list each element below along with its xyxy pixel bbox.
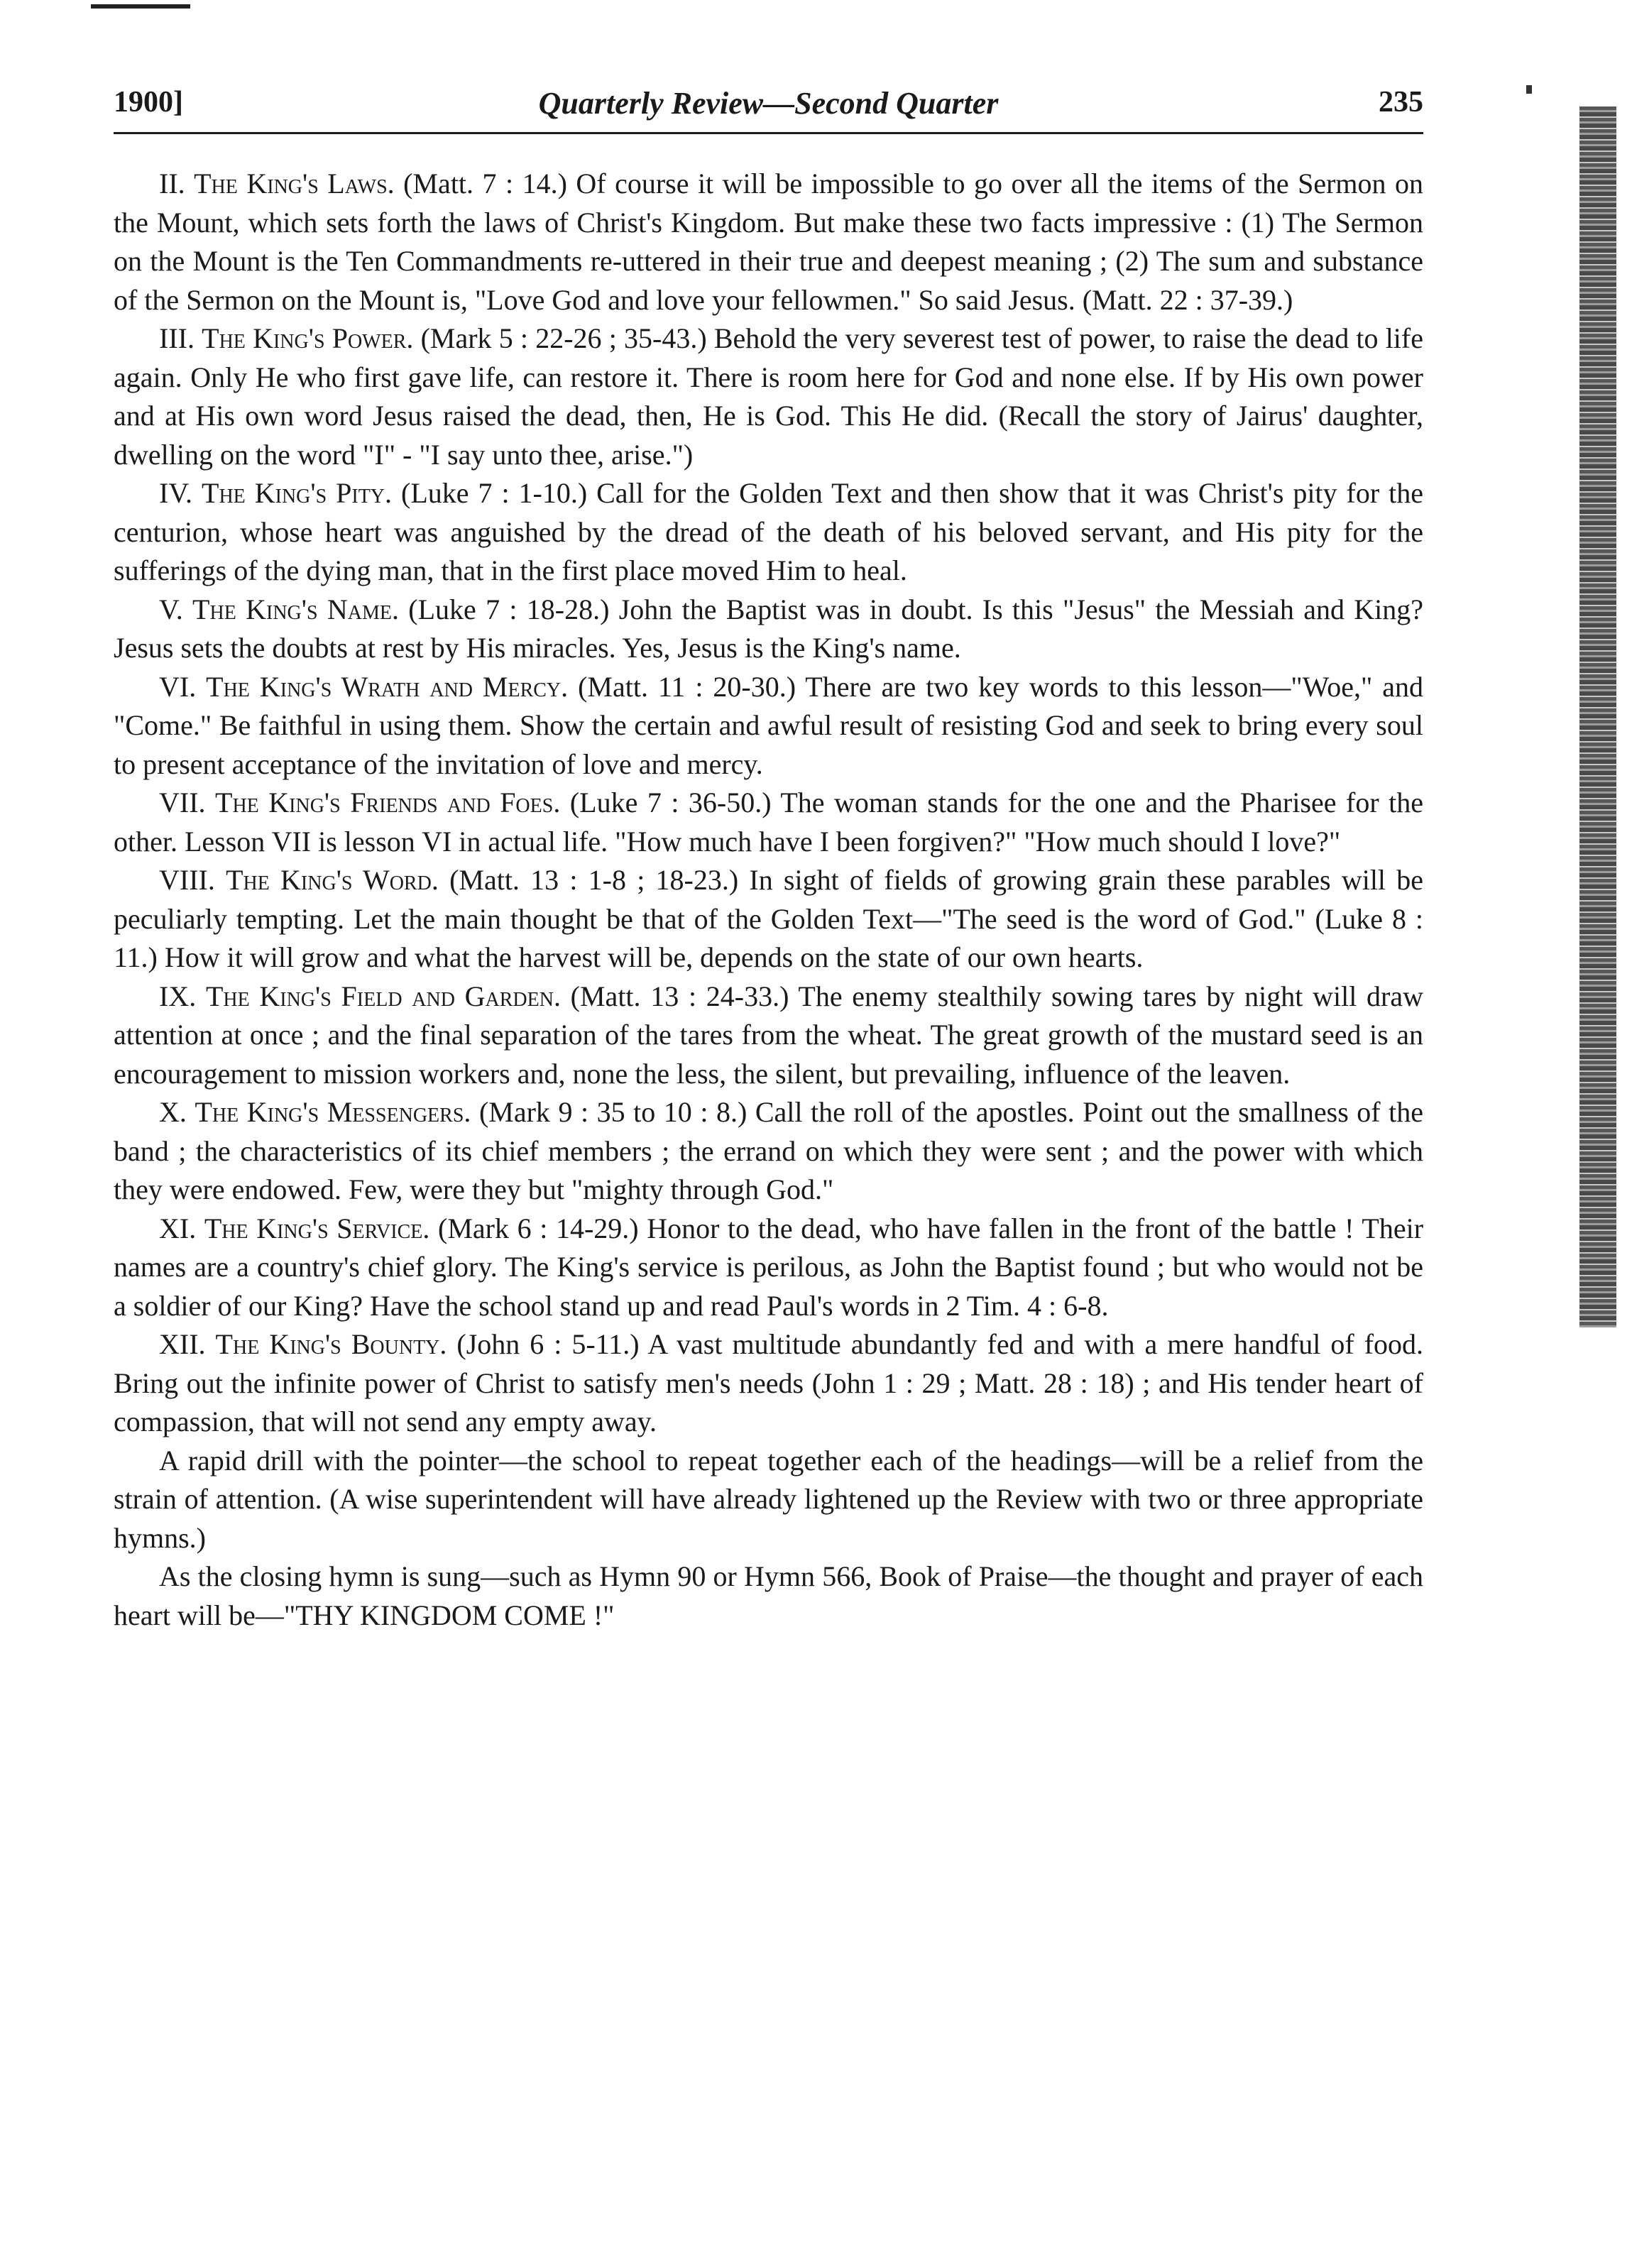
lesson-paragraph [114, 1325, 1423, 1442]
lesson-text: (Luke 7 : 1-10.) Call for the Golden Text and then show that it was Christ's pity for the centurion, whose heart was anguished by the dread of the death of his beloved servant, and His pity for the sufferings of the dying man, that in the first place moved Him to heal. [114, 477, 1424, 586]
lesson-numeral: II. [159, 168, 185, 199]
lesson-numeral: XI. [159, 1212, 197, 1244]
lesson-numeral: III. [159, 322, 195, 354]
lesson-paragraph [114, 319, 1423, 474]
page-edge-strip [1579, 106, 1616, 1327]
lesson-heading: The King's Word. [226, 864, 439, 896]
header-rule [114, 132, 1423, 134]
lesson-heading: The King's Bounty. [215, 1328, 447, 1360]
lesson-numeral: V. [159, 593, 183, 625]
scan-artifact-mark [91, 4, 190, 9]
lesson-heading: The King's Field and Garden. [205, 980, 561, 1012]
lesson-heading: The King's Power. [202, 322, 414, 354]
lesson-numeral: VI. [159, 670, 197, 703]
lesson-paragraph [114, 591, 1423, 668]
lesson-heading: The King's Wrath and Mercy. [206, 670, 569, 703]
lesson-text: (Matt. 7 : 14.) Of course it will be impossible to go over all the items of the Sermon on the Mount, which sets forth the laws of Christ's Kingdom. But make these two facts impressive : (1) The Sermon on the Mount is the Ten Commandments re-uttered in their true and deepest meaning ; (2) The sum and substance of the Sermon on the Mount is, "Love God and love your fellowmen." So said Jesus. (Matt. 22 : 37-39.) [114, 168, 1424, 316]
lesson-paragraph [114, 1210, 1423, 1326]
running-title: Quarterly Review—Second Quarter [538, 86, 999, 121]
lesson-text: (Mark 5 : 22-26 ; 35-43.) Behold the very severest test of power, to raise the dead to life again. Only He who first gave life, can restore it. There is room here for God and none else. If by His own power and at His own word Jesus raised the dead, then, He is God. This He did. (Recall the story of Jairus' daughter, dwelling on the word "I" - "I say unto thee, arise.") [114, 322, 1423, 471]
lesson-heading: The King's Laws. [194, 168, 395, 199]
lesson-numeral: VIII. [159, 864, 215, 896]
lesson-text: (John 6 : 5-11.) A vast multitude abundantly fed and with a mere handful of food. Bring out the infinite power of Christ to satisfy men's needs (John 1 : 29 ; Matt. 28 : 18) ; and His tender heart of compassion, that will not send any empty away. [114, 1328, 1424, 1437]
lesson-numeral: X. [159, 1096, 187, 1128]
lesson-numeral: VII. [159, 787, 206, 818]
lesson-heading: The King's Service. [204, 1212, 430, 1244]
lesson-text: (Matt. 13 : 1-8 ; 18-23.) In sight of fields of growing grain these parables will be peculiarly tempting. Let the main thought be that of the Golden Text—"The seed is the word of God." (Luke 8 : 11.) How it will grow and what the harvest will be, depends on the state of our own hearts. [114, 864, 1424, 973]
lesson-heading: The King's Pity. [202, 477, 393, 509]
page-number: 235 [1379, 86, 1423, 119]
lesson-text: (Mark 9 : 35 to 10 : 8.) Call the roll of the apostles. Point out the smallness of the band ; the characteristics of its chief members ; the errand on which they were sent ; and the power with which they were endowed. Few, were they but "mighty through God." [114, 1096, 1424, 1205]
lesson-paragraph [114, 165, 1423, 319]
lesson-heading: The King's Friends and Foes. [215, 787, 561, 818]
header-year: 1900] [114, 86, 183, 119]
running-header [114, 85, 1423, 135]
lesson-numeral: IV. [159, 477, 193, 509]
lesson-text: (Luke 7 : 36-50.) The woman stands for the one and the Pharisee for the other. Lesson VII is lesson VI in actual life. "How much have I been forgiven?" "How much should I love?" [114, 787, 1424, 858]
scan-artifact-dot [1526, 85, 1532, 94]
lesson-text: (Matt. 13 : 24-33.) The enemy stealthily sowing tares by night will draw attention at once ; and the final separation of the tares from the wheat. The great growth of the mustard seed is an encouragement to mission workers and, none the less, the silent, but prevailing, influence of the leaven. [114, 980, 1424, 1090]
lesson-text: (Mark 6 : 14-29.) Honor to the dead, who have fallen in the front of the battle ! Their names are a country's chief glory. The King's service is perilous, as John the Baptist found ; but who would not be a soldier of our King? Have the school stand up and read Paul's words in 2 Tim. 4 : 6-8. [114, 1212, 1424, 1322]
lesson-paragraph [114, 1093, 1423, 1210]
lesson-paragraph [114, 784, 1423, 861]
lesson-paragraph [114, 861, 1423, 977]
lesson-heading: The King's Messengers. [195, 1096, 471, 1128]
lesson-heading: The King's Name. [192, 593, 399, 625]
lesson-paragraph [114, 668, 1423, 784]
lesson-paragraph [114, 977, 1423, 1094]
closing-paragraph: A rapid drill with the pointer—the school to repeat together each of the headings—will be a relief from the strain of attention. (A wise superintendent will have already lightened up the Review with two or three appropriate hymns.) [114, 1444, 1423, 1554]
lesson-numeral: XII. [159, 1328, 206, 1360]
closing-paragraph: As the closing hymn is sung—such as Hymn 90 or Hymn 566, Book of Praise—the thought and prayer of each heart will be—"THY KINGDOM COME !" [114, 1560, 1423, 1631]
lesson-text: (Matt. 11 : 20-30.) There are two key words to this lesson—"Woe," and "Come." Be faithful in using them. Show the certain and awful result of resisting God and seek to bring every soul to present acceptance of the invitation of love and mercy. [114, 670, 1423, 780]
page-body [114, 165, 1423, 1635]
lesson-text: (Luke 7 : 18-28.) John the Baptist was in doubt. Is this "Jesus" the Messiah and King? Jesus sets the doubts at rest by His miracles. Yes, Jesus is the King's name. [114, 593, 1424, 664]
lesson-numeral: IX. [159, 980, 197, 1012]
lesson-paragraph [114, 474, 1423, 591]
